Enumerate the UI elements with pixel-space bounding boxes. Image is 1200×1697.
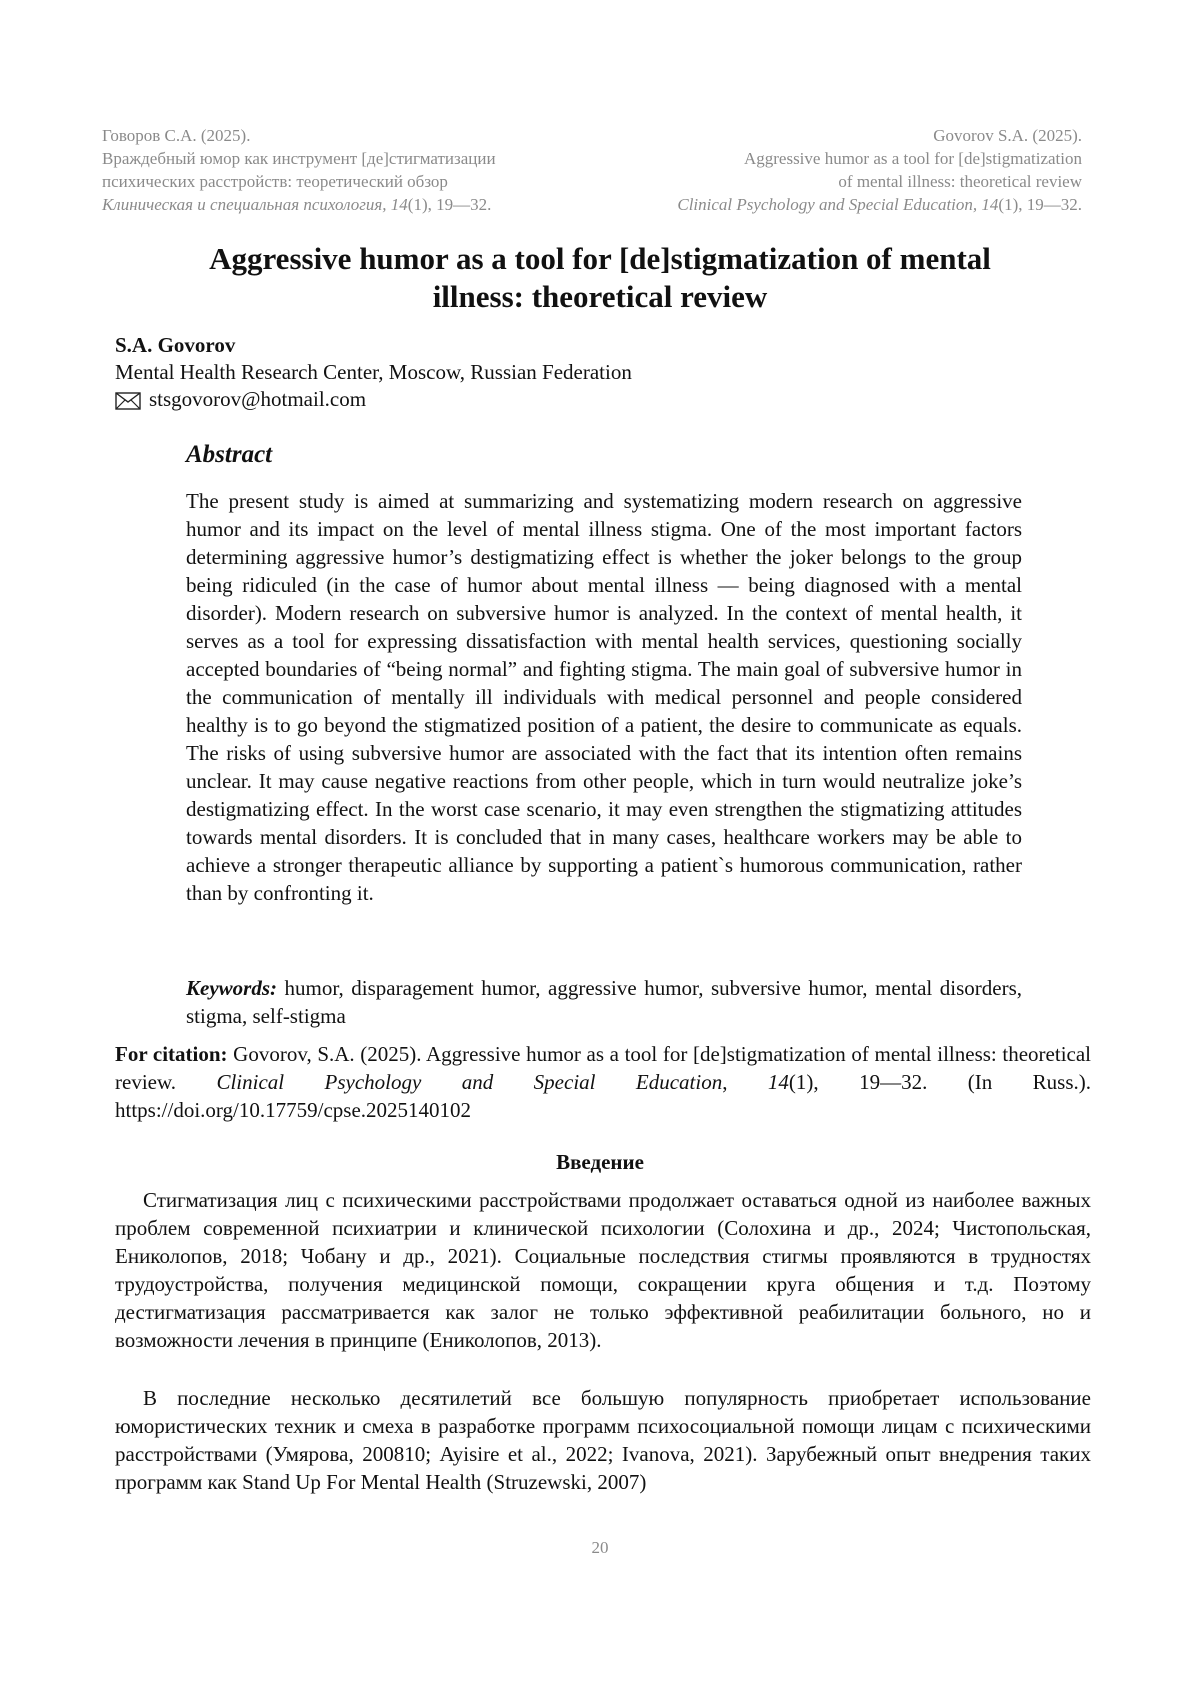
header-ru-author: Говоров С.А. (2025). [102, 126, 251, 145]
header-ru-volume: 14 [390, 195, 408, 214]
header-ru-journal: Клиническая и специальная психология, [102, 195, 387, 214]
citation [115, 1040, 1091, 1124]
article-title-line-2: illness: theoretical review [432, 279, 768, 314]
citation-part-1: Govorov, S.A. (2025). Aggressive humor as a tool for [de]stigmatization of mental illness: theoretical review. [115, 1042, 1091, 1094]
citation-separator: , [722, 1070, 728, 1094]
header-en-journal: Clinical Psychology and Special Education, [677, 195, 978, 214]
author-affiliation: Mental Health Research Center, Moscow, Russian Federation [115, 360, 632, 384]
header-en-journal-line [562, 193, 1082, 216]
header-ru-title-1: Враждебный юмор как инструмент [де]стигматизации [102, 149, 496, 168]
keywords-text: humor, disparagement humor, aggressive humor, subversive humor, mental disorders, stigma, self-stigma [186, 976, 1022, 1028]
page-number: 20 [591, 1538, 609, 1557]
keywords-label: Keywords: [186, 976, 277, 1000]
author-email-address[interactable]: stsgovorov@hotmail.com [149, 387, 367, 411]
citation-label: For citation: [115, 1042, 228, 1066]
citation-volume: 14 [767, 1070, 789, 1094]
intro-paragraph-2: В последние несколько десятилетий все большую популярность приобретает использование юмористических техник и смеха в разработке программ психосоциальной помощи лицам с психическими расстройствами (Умярова, 200810; Ayisire et al., 2022; Ivanova, 2021). Зарубежный опыт внедрения таких программ как Stand Up For Mental Health (Struzewski, 2007) [115, 1386, 1091, 1494]
citation-journal: Clinical Psychology and Special Education [216, 1070, 723, 1094]
header-en-author: Govorov S.A. (2025). [933, 126, 1082, 145]
intro-paragraph-1: Стигматизация лиц с психическими расстройствами продолжает оставаться одной из наиболее важных проблем современной психиатрии и клинической психологии (Солохина и др., 2024; Чистопольская, Ениколопов, 2018; Чобану и др., 2021). Социальные последствия стигмы проявляются в трудностях трудоустройства, получения медицинской помощи, сокращении круга общения и т.д. Поэтому дестигматизация рассматривается как залог не только эффективной реабилитации больного, но и возможности лечения в принципе (Ениколопов, 2013). [115, 1188, 1091, 1352]
running-header-english [562, 124, 1082, 216]
article-title [102, 240, 1098, 316]
author-name: S.A. Govorov [115, 333, 236, 357]
abstract-heading: Abstract [186, 441, 273, 468]
citation-part-2: (1), 19—32. (In Russ.). https://doi.org/10.17759/cpse.2025140102 [115, 1070, 1091, 1122]
keywords [186, 974, 1022, 1030]
envelope-icon [115, 391, 141, 409]
section-heading: Введение [556, 1150, 644, 1174]
header-en-title-2: of mental illness: theoretical review [838, 172, 1082, 191]
running-header-russian [102, 124, 622, 216]
author-email [115, 387, 366, 412]
header-ru-title-2: психических расстройств: теоретический обзор [102, 172, 448, 191]
header-en-title-1: Aggressive humor as a tool for [de]stigmatization [743, 149, 1082, 168]
header-en-pages: (1), 19—32. [998, 195, 1082, 214]
header-ru-pages: (1), 19—32. [407, 195, 492, 214]
header-en-volume: 14 [981, 195, 999, 214]
article-title-line-1: Aggressive humor as a tool for [de]stigmatization of mental [209, 241, 991, 276]
abstract-text: The present study is aimed at summarizing and systematizing modern research on aggressive humor and its impact on the level of mental illness stigma. One of the most important factors determining aggressive humor’s destigmatizing effect is whether the joker belongs to the group being ridiculed (in the case of humor about mental illness — being diagnosed with a mental disorder). Modern research on subversive humor is analyzed. In the context of mental health, it serves as a tool for expressing dissatisfaction with mental health services, questioning socially accepted boundaries of “being normal” and fighting stigma. The main goal of subversive humor in the communication of mentally ill individuals with medical personnel and people considered healthy is to go beyond the stigmatized position of a patient, the desire to communicate as equals. The risks of using subversive humor are associated with the fact that its intention often remains unclear. It may cause negative reactions from other people, which in turn would neutralize joke’s destigmatizing effect. In the worst case scenario, it may even strengthen the stigmatizing attitudes towards mental disorders. It is concluded that in many cases, healthcare workers may be able to achieve a stronger therapeutic alliance by supporting a patient`s humorous communication, rather than by confronting it. [186, 489, 1022, 905]
header-ru-journal-line [102, 193, 622, 216]
